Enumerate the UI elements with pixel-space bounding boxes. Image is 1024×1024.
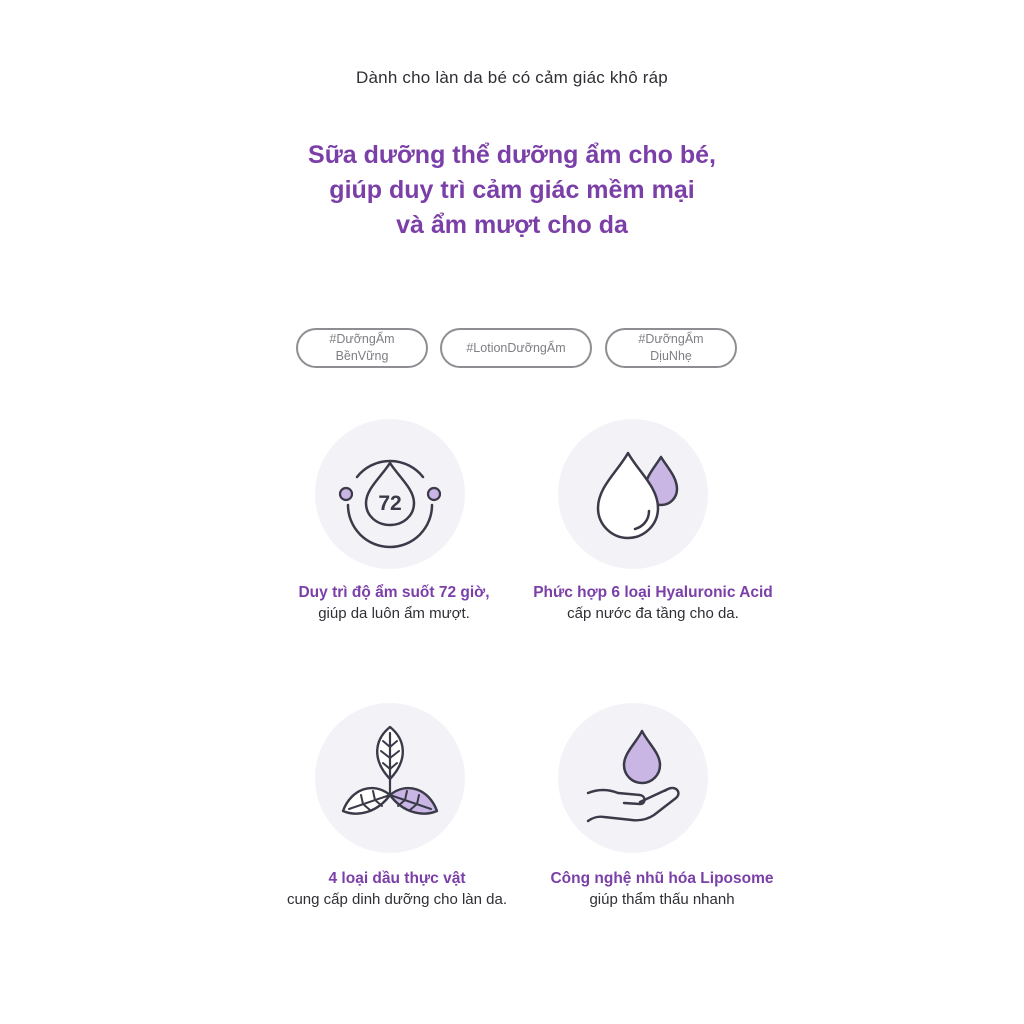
feature-icon-circle [558,703,708,853]
three-leaves-icon [315,703,465,853]
hashtag-lotion-duong-am[interactable] [440,328,592,368]
tag-line: #DưỡngẨm [329,332,395,346]
feature-title: Công nghệ nhũ hóa Liposome [550,870,774,887]
hand-droplet-icon [558,703,708,853]
feature-description: cung cấp dinh dưỡng cho làn da. [286,891,508,908]
feature-description: giúp da luôn ẩm mượt. [318,605,470,622]
feature-description: cấp nước đa tầng cho da. [567,605,739,622]
feature-description: giúp thẩm thấu nhanh [589,891,735,908]
headline-line-3: và ẩm mượt cho da [396,211,628,239]
headline-line-2: giúp duy trì cảm giác mềm mại [329,176,695,204]
droplet-72-hours-icon [315,419,465,569]
hashtag-duong-am-ben-vung[interactable] [296,328,428,368]
feature-icon-circle [315,419,465,569]
feature-plant-oils [247,868,547,910]
feature-title: 4 loại dầu thực vật [328,870,466,887]
page-subtitle: Dành cho làn da bé có cảm giác khô ráp [356,68,668,87]
tag-line: DịuNhẹ [650,349,692,363]
feature-72h-moisture [244,582,544,624]
page-headline [212,138,812,243]
headline-line-1: Sữa dưỡng thể dưỡng ẩm cho bé, [308,141,716,169]
feature-hyaluronic-acid [503,582,803,624]
feature-icon-circle [315,703,465,853]
tag-line: BềnVững [335,349,389,363]
tag-line: #LotionDưỡngẨm [466,340,566,355]
tag-line: #DưỡngẨm [638,332,704,346]
hashtag-duong-am-diu-nhe[interactable] [605,328,737,368]
feature-icon-circle [558,419,708,569]
feature-title: Duy trì độ ẩm suốt 72 giờ, [298,584,490,601]
double-droplet-icon [558,419,708,569]
feature-title: Phức hợp 6 loại Hyaluronic Acid [533,584,773,601]
badge-72-text: 72 [378,492,402,515]
feature-liposome [512,868,812,910]
